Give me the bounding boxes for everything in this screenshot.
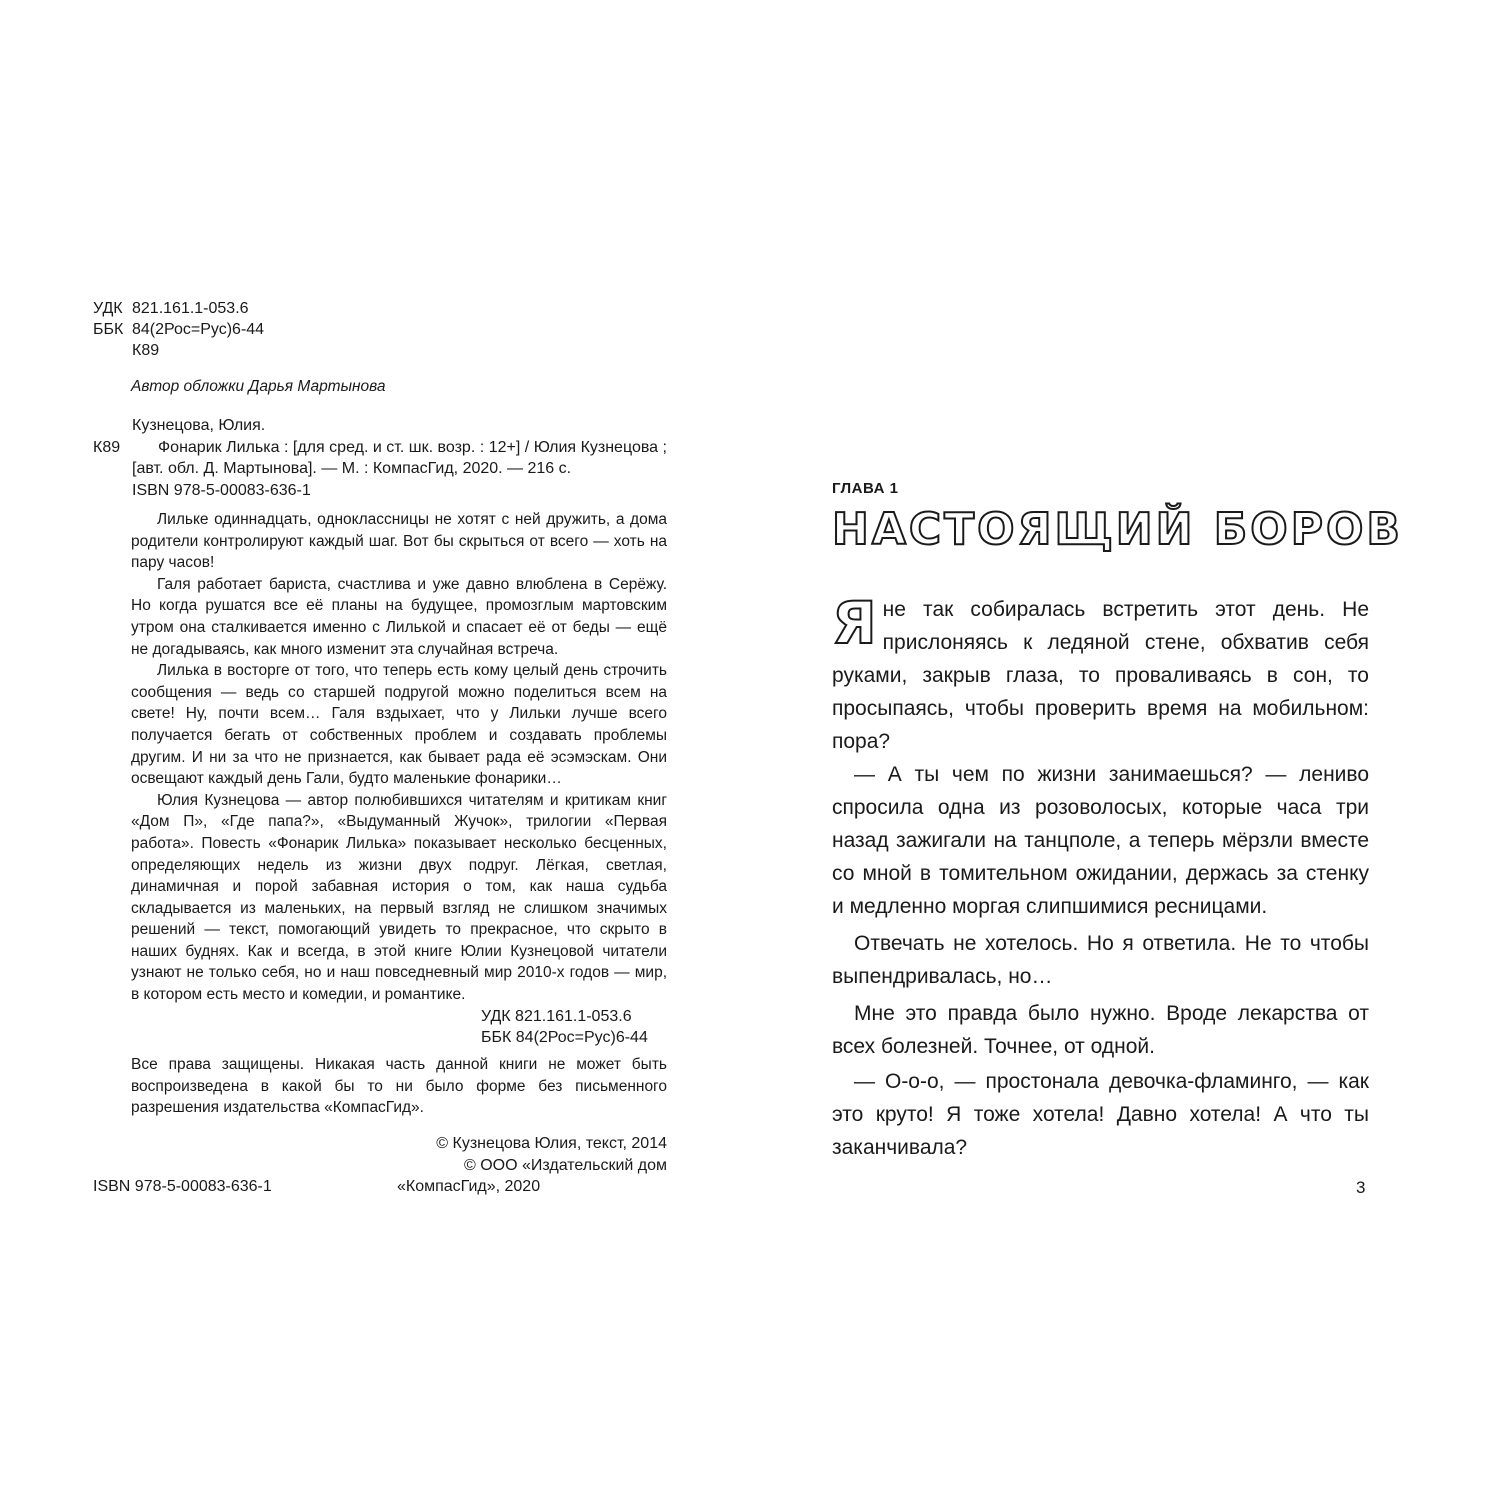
- copyright-block: [396, 1133, 667, 1198]
- copyright-line: © ООО «Издательский дом: [463, 1156, 667, 1174]
- body-paragraph: — О-о-о, — простонала девочка-фламинго, — как это круто! Я тоже хотела! Давно хотела! А что ты заканчивала?: [832, 1070, 1369, 1159]
- chapter-body: [832, 589, 1369, 1164]
- body-paragraph: — А ты чем по жизни занимаешься? — лениво спросила одна из розоволосых, которые часа три назад зажигали на танцполе, а теперь мёрзли вместе со мной в томительном ожидании, держась за стенку и медленно моргая слипшимися ресницами.: [832, 763, 1369, 918]
- udc-code: УДК 821.161.1-053.6: [93, 300, 249, 317]
- annotation-udc: УДК 821.161.1-053.6: [481, 1007, 632, 1025]
- author-heading: Кузнецова, Юлия.: [132, 417, 266, 434]
- bibliographic-entry: [93, 415, 667, 501]
- entry-body: [93, 437, 667, 502]
- rights-notice: Все права защищены. Никакая часть данной книги не может быть воспроизведена в какой бы то ни было форме без письменного разрешения издательства «КомпасГид».: [131, 1056, 667, 1117]
- copyright-line: © Кузнецова Юлия, текст, 2014: [436, 1135, 667, 1152]
- classification-codes: [93, 298, 264, 361]
- annotation-codes: [131, 1006, 667, 1048]
- copyright-line: «КомпасГид», 2020: [397, 1178, 541, 1195]
- annotation-bbk: ББК 84(2Рос=Рус)6-44: [481, 1028, 648, 1046]
- entry-description: Фонарик Лилька : [для сред. и ст. шк. возр. : 12+] / Юлия Кузнецова ; [авт. обл. Д. Мартынова]. — М. : КомпасГид, 2020. — 216 с.: [132, 438, 667, 477]
- annotation-paragraph: Юлия Кузнецова — автор полюбившихся читателям и критикам книг «Дом П», «Где папа?», «Выдуманный Жучок», трилогии «Первая работа». Повесть «Фонарик Лилька» показывает несколько бесценных, определяющих недель из жизни двух подруг. Лёгкая, светлая, динамичная и порой забавная история о том, как наша судьба складывается из маленьких, на первый взгляд не слишком значимых решений — текст, помогающий увидеть то прекрасное, что скрыто в наших буднях. Как и всегда, в этой книге Юлии Кузнецовой читатели узнают не только себя, но и наш повседневный мир 2010-х годов — мир, в котором есть место и комедии, и романтике.: [131, 791, 667, 1004]
- body-paragraph: Мне это правда было нужно. Вроде лекарства от всех болезней. Точнее, от одной.: [832, 1002, 1369, 1058]
- body-paragraph-first: [832, 589, 1369, 758]
- chapter-title: НАСТОЯЩИЙ БОРОВ: [832, 504, 1403, 555]
- first-paragraph-text: не так собиралась встретить этот день. Не прислоняясь к ледяной стене, обхватив себя руками, закрыв глаза, то проваливаясь в сон, то просыпаясь, чтобы проверить время на мобильном: пора?: [832, 598, 1369, 753]
- annotation-paragraph: Лильке одиннадцать, одноклассницы не хотят с ней дружить, а дома родители контролируют каждый шаг. Вот бы скрыться от всего — хоть на пару часов!: [131, 511, 667, 572]
- chapter-label: ГЛАВА 1: [832, 480, 899, 497]
- page-number: 3: [1356, 1178, 1366, 1197]
- annotation-paragraph: Лилька в восторге от того, что теперь есть кому целый день строчить сообщения — ведь со старшей подругой можно поделиться всем на свете! Ну, почти всем… Галя вздыхает, что у Лильки лучше всего получается бегать от собственных проблем и создавать проблемы другим. И ни за что не признается, как бывает рада её эсэмэскам. Они освещают каждый день Гали, будто маленькие фонарики…: [131, 662, 667, 788]
- annotation-paragraph: Галя работает бариста, счастлива и уже давно влюблена в Серёжу. Но когда рушатся все её планы на будущее, промозглым мартовским утром она сталкивается именно с Лилькой и спасает её от беды — ещё не догадываясь, как много изменит эта случайная встреча.: [131, 575, 667, 658]
- drop-cap: Я: [832, 589, 877, 657]
- author-mark-code: К89: [132, 342, 160, 359]
- bbk-code: ББК 84(2Рос=Рус)6-44: [93, 321, 265, 338]
- isbn-bottom: ISBN 978-5-00083-636-1: [93, 1178, 272, 1195]
- body-paragraph: Отвечать не хотелось. Но я ответила. Не то чтобы выпендривалась, но…: [832, 932, 1369, 988]
- cover-credit: Автор обложки Дарья Мартынова: [131, 378, 386, 395]
- entry-isbn: ISBN 978-5-00083-636-1: [132, 481, 311, 499]
- entry-code-mark: К89: [93, 438, 121, 456]
- annotation: [131, 509, 667, 1048]
